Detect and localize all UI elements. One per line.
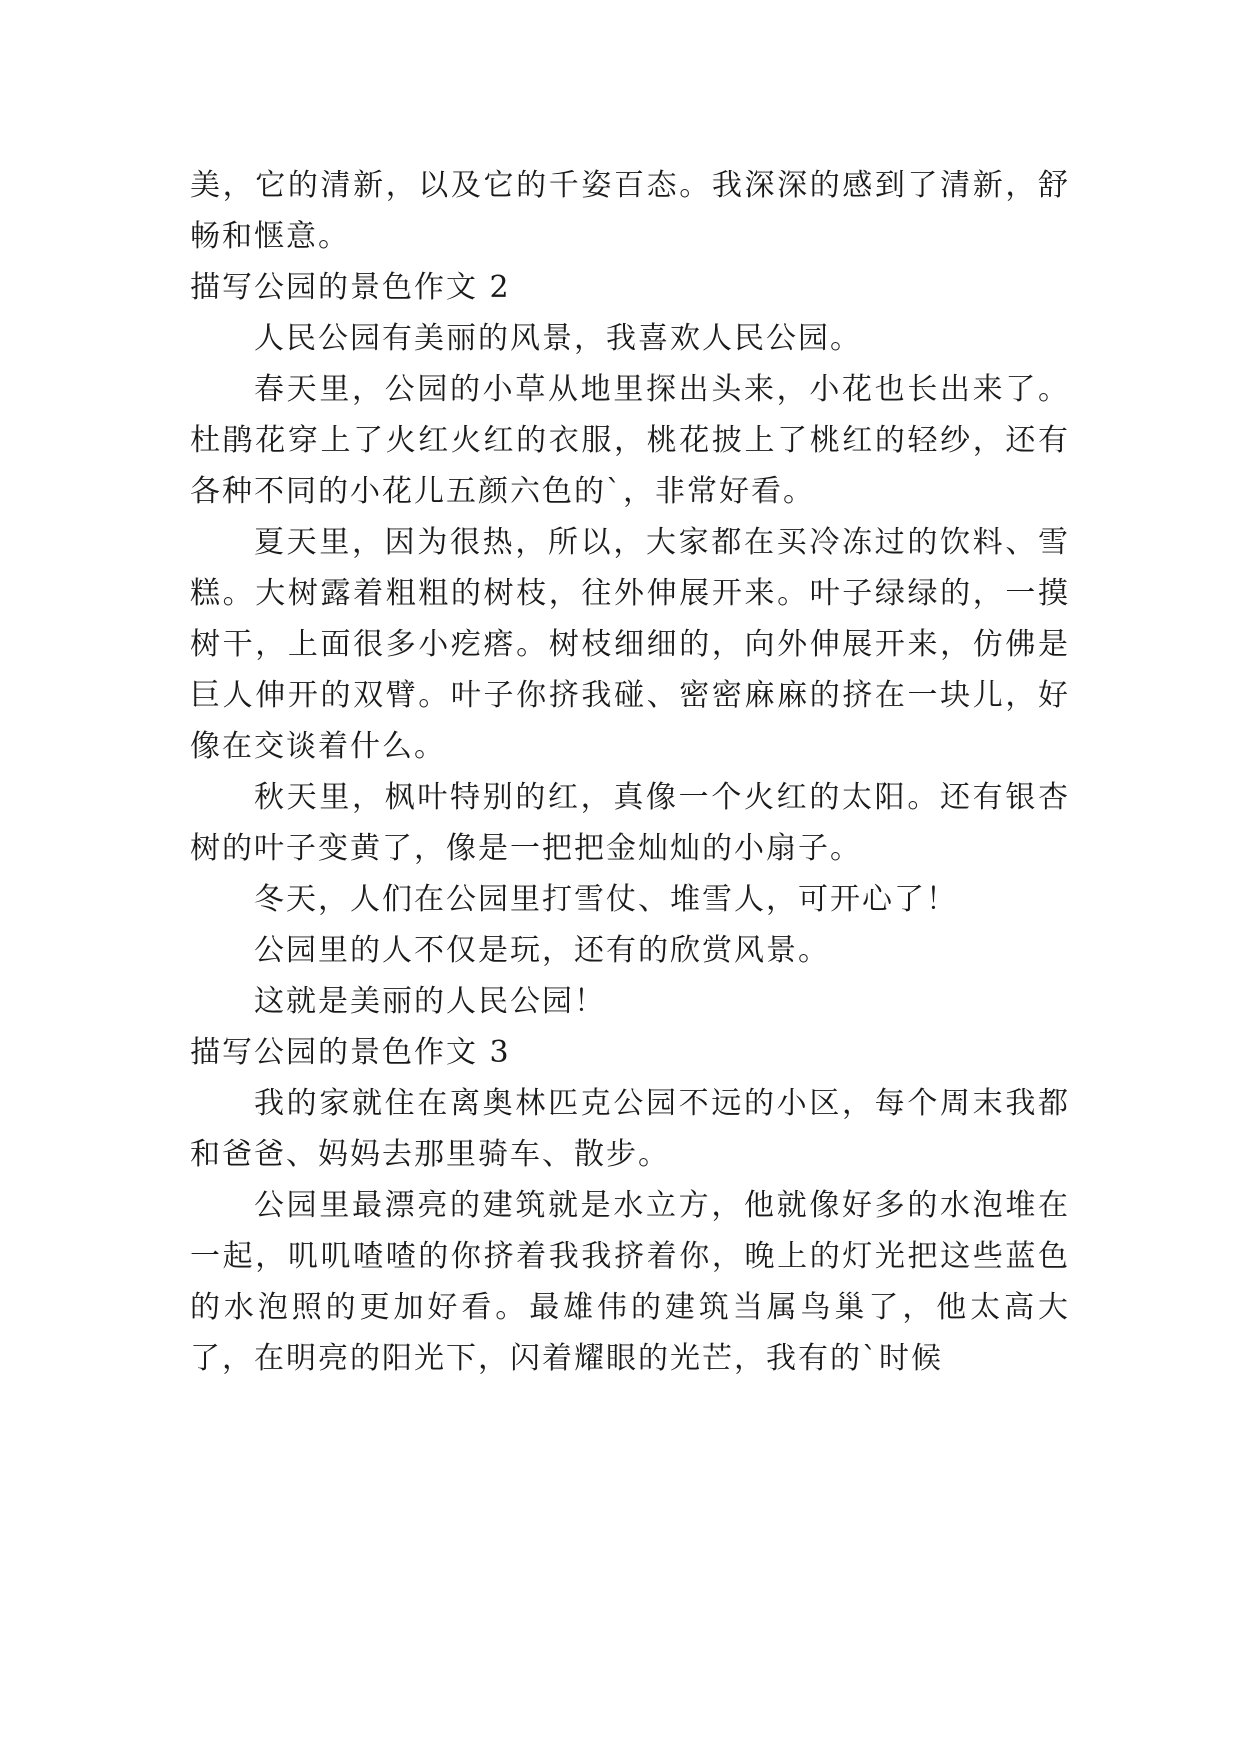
paragraph: 我的家就住在离奥林匹克公园不远的小区，每个周末我都和爸爸、妈妈去那里骑车、散步。	[190, 1086, 1070, 1172]
paragraph: 夏天里，因为很热，所以，大家都在买冷冻过的饮料、雪糕。大树露着粗粗的树枝，往外伸展开来。叶子绿绿的，一摸树干，上面很多小疙瘩。树枝细细的，向外伸展开来，仿佛是巨人伸开的双臂。叶子你挤我碰、密密麻麻的挤在一块儿，好像在交谈着什么。	[190, 525, 1070, 764]
document-body	[190, 160, 1070, 1384]
paragraph: 秋天里，枫叶特别的红，真像一个火红的太阳。还有银杏树的叶子变黄了，像是一把把金灿灿的小扇子。	[190, 780, 1070, 866]
paragraph: 人民公园有美丽的风景，我喜欢人民公园。	[254, 321, 862, 356]
section-heading: 描写公园的景色作文 3	[190, 1035, 511, 1070]
paragraph: 公园里的人不仅是玩，还有的欣赏风景。	[254, 933, 830, 968]
paragraph: 这就是美丽的人民公园！	[254, 984, 606, 1019]
section-heading: 描写公园的景色作文 2	[190, 270, 511, 305]
paragraph: 春天里，公园的小草从地里探出头来，小花也长出来了。杜鹃花穿上了火红火红的衣服，桃花披上了桃红的轻纱，还有各种不同的小花儿五颜六色的`，非常好看。	[190, 372, 1070, 509]
paragraph: 美，它的清新，以及它的千姿百态。我深深的感到了清新，舒畅和惬意。	[190, 168, 1070, 254]
paragraph: 冬天，人们在公园里打雪仗、堆雪人，可开心了！	[254, 882, 958, 917]
paragraph: 公园里最漂亮的建筑就是水立方，他就像好多的水泡堆在一起，叽叽喳喳的你挤着我我挤着你，晚上的灯光把这些蓝色的水泡照的更加好看。最雄伟的建筑当属鸟巢了，他太高大了，在明亮的阳光下，闪着耀眼的光芒，我有的`时候	[190, 1188, 1070, 1376]
